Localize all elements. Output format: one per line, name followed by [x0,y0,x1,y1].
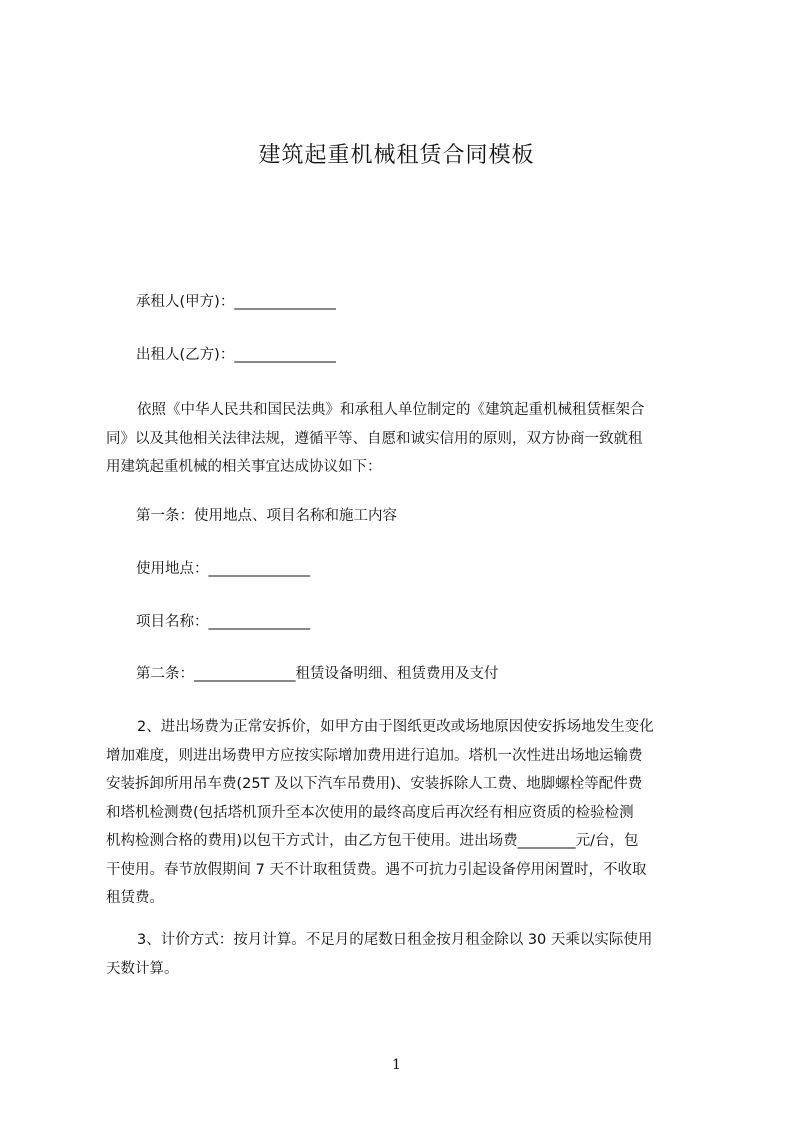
page-number: 1 [392,1057,401,1073]
clause-2-line: 干使用。春节放假期间 7 天不计取租赁费。遇不可抗力引起设备停用闲置时，不收取 [106,861,647,878]
clause-2-line: 机构检测合格的费用)以包干方式计，由乙方包干使用。进出场费________元/台，包 [106,833,639,849]
clause-2-line: 安装拆卸所用吊车费(25T 及以下汽车吊费用)、安装拆除人工费、地脚螺栓等配件费 [106,776,643,792]
clause-2-line: 2、进出场费为正常安拆价，如甲方由于图纸更改或场地原因使安拆场地发生变化 [137,719,654,735]
preamble-line: 同》以及其他相关法律法规，遵循平等、自愿和诚实信用的原则，双方协商一致就租 [106,430,643,447]
usage-location-line: 使用地点：______________ [136,561,310,577]
clause-2-line: 增加难度，则进出场费甲方应按实际增加费用进行追加。塔机一次性进出场地运输费 [106,747,643,764]
lessee-line: 承租人(甲方)：______________ [136,294,336,310]
preamble-line: 用建筑起重机械的相关事宜达成协议如下： [106,459,382,475]
clause-2-paragraph [106,713,706,913]
page-title: 建筑起重机械租赁合同模板 [258,143,535,168]
clause-3-paragraph [106,926,706,983]
article-1-heading: 第一条：使用地点、项目名称和施工内容 [136,508,397,524]
clause-2-line: 租赁费。 [106,890,164,906]
preamble-line: 依照《中华人民共和国民法典》和承租人单位制定的《建筑起重机械租赁框架合 [137,402,645,418]
clause-2-line: 和塔机检测费(包括塔机顶升至本次使用的最终高度后再次经有相应资质的检验检测 [106,804,634,821]
clause-3-line: 天数计算。 [106,960,179,977]
preamble-paragraph [106,396,706,482]
project-name-line: 项目名称：______________ [136,614,310,630]
lessor-line: 出租人(乙方)：______________ [136,347,336,363]
article-2-heading: 第二条：______________租赁设备明细、租赁费用及支付 [136,666,499,682]
clause-3-line: 3、计价方式：按月计算。不足月的尾数日租金按月租金除以 30 天乘以实际使用 [137,932,653,948]
